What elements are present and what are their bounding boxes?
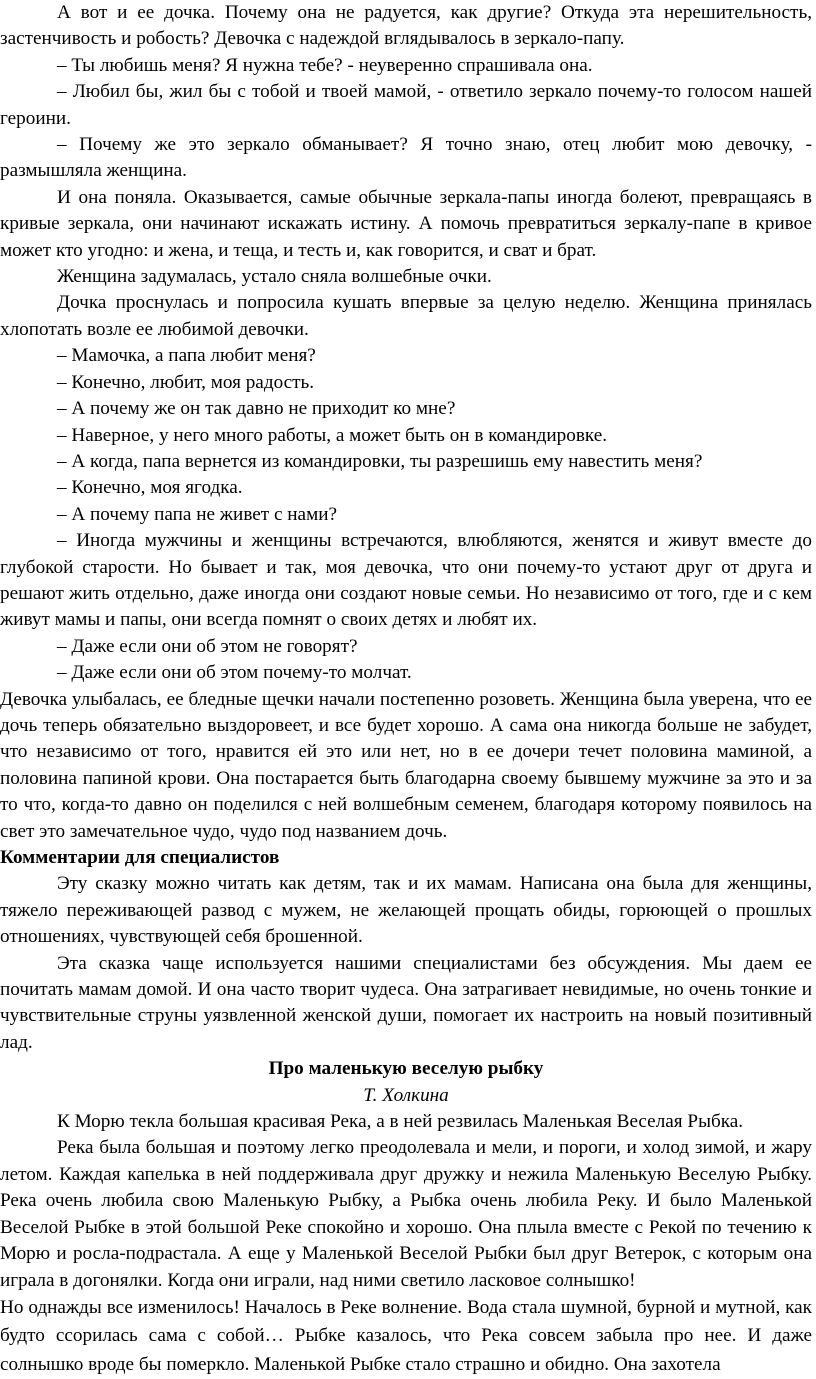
dialogue-line: – Даже если они об этом не говорят? [57, 635, 358, 657]
dialogue-line: – Конечно, моя ягодка. [57, 477, 243, 499]
paragraph-crooked-mirrors: И она поняла. Оказывается, самые обычные зеркала-папы иногда болеют, превращаясь в кривые зеркала, они начинают искажать истину. А помочь превратиться зеркалу-папе в кривое может кто угодно: и жена, и теща, и тесть и, как говорится, и сват и брат. [0, 186, 812, 261]
dialogue-line: – А когда, папа вернется из командировки, ты разрешишь ему навестить меня? [57, 450, 703, 472]
paragraph-final: Но однажды все изменилось! Началось в Реке волнение. Вода стала шумной, бурной и мутной, как будто ссорилась сама с собой… Рыбке казалось, что Река совсем забыла про нее. И даже солнышко вроде бы померкло. Маленькой Рыбке стало страшно и обидно. Она захотела [0, 1296, 812, 1375]
section-heading: Комментарии для специалистов [0, 847, 280, 868]
story-title: Про маленькую веселую рыбку [268, 1058, 544, 1080]
dialogue-line: – Мамочка, а папа любит меня? [57, 345, 316, 367]
dialogue-line: – Любил бы, жил бы с тобой и твоей мамой, - ответило зеркало почему-то голосом нашей героини. [0, 81, 812, 129]
paragraph: Река была большая и поэтому легко преодолевала и мели, и пороги, и холод зимой, и жару летом. Каждая капелька в ней поддерживала друг дружку и нежила Маленькую Веселую Рыбку. Река очень любила свою Маленькую Рыбку, а Рыбка очень любила Реку. И было Маленькой Веселой Рыбке в этой большой Реке спокойно и хорошо. Она плыла вместе с Рекой по течению к Морю и росла-подрастала. А еще у Маленькой Веселой Рыбки был друг Ветерок, с которым она играла в догонялки. Когда они играли, над ними светило ласковое солнышко! [0, 1137, 812, 1291]
paragraph-comment: Эта сказка чаще используется нашими специалистами без обсуждения. Мы даем ее почитать мамам домой. И она часто творит чудеса. Она затрагивает невидимые, но очень тонкие и чувствительные струны уязвленной женской души, помогает их настроить на новый позитивный лад. [0, 952, 812, 1053]
paragraph: Женщина задумалась, устало сняла волшебные очки. [57, 266, 492, 288]
dialogue-line: – Конечно, любит, моя радость. [57, 371, 315, 393]
paragraph: Дочка проснулась и попросила кушать впервые за целую неделю. Женщина принялась хлопотать возле ее любимой девочки. [0, 292, 812, 340]
dialogue-line: – А почему же он так давно не приходит ко мне? [57, 398, 456, 420]
dialogue-line: – Почему же это зеркало обманывает? Я точно знаю, отец любит мою девочку, - размышляла женщина. [0, 134, 812, 182]
dialogue-line: – Ты любишь меня? Я нужна тебе? - неуверенно спрашивала она. [57, 54, 593, 76]
dialogue-line: – Даже если они об этом почему-то молчат. [57, 662, 412, 684]
paragraph-daughter-mirror: А вот и ее дочка. Почему она не радуется, как другие? Откуда эта нерешительность, застенчивость и робость? Девочка с надеждой вглядывалось в зеркало-папу. [0, 2, 812, 50]
paragraph: К Морю текла большая красивая Река, а в ней резвилась Маленькая Веселая Рыбка. [57, 1111, 744, 1133]
dialogue-line: – Иногда мужчины и женщины встречаются, влюбляются, женятся и живут вместе до глубокой старости. Но бывает и так, моя девочка, что они почему-то устают друг от друга и решают жить отдельно, даже иногда они создают новые семьи. Но независимо от того, где и с кем живут мамы и папы, они всегда помнят о своих детях и любят их. [0, 530, 812, 631]
story-author: Т. Холкина [363, 1084, 449, 1106]
dialogue-line: – А почему папа не живет с нами? [57, 503, 337, 525]
paragraph-comment: Эту сказку можно читать как детям, так и их мамам. Написана она была для женщины, тяжело переживающей развод с мужем, не желающей прощать обиды, горюющей о прошлых отношениях, чувствующей себя брошенной. [0, 873, 812, 948]
paragraph-story-ending: Девочка улыбалась, ее бледные щечки начали постепенно розоветь. Женщина была уверена, что ее дочь теперь обязательно выздоровеет, и все будет хорошо. А сама она никогда больше не забудет, что независимо от того, нравится ей это или нет, но в ее дочери течет половина маминой, а половина папиной крови. Она постарается быть благодарна своему бывшему мужчине за это и за то что, когда-то давно он поделился с ней волшебным семенем, благодаря которому появилось на свет это замечательное чудо, чудо под названием дочь. [0, 688, 812, 842]
dialogue-line: – Наверное, у него много работы, а может быть он в командировке. [57, 424, 608, 446]
